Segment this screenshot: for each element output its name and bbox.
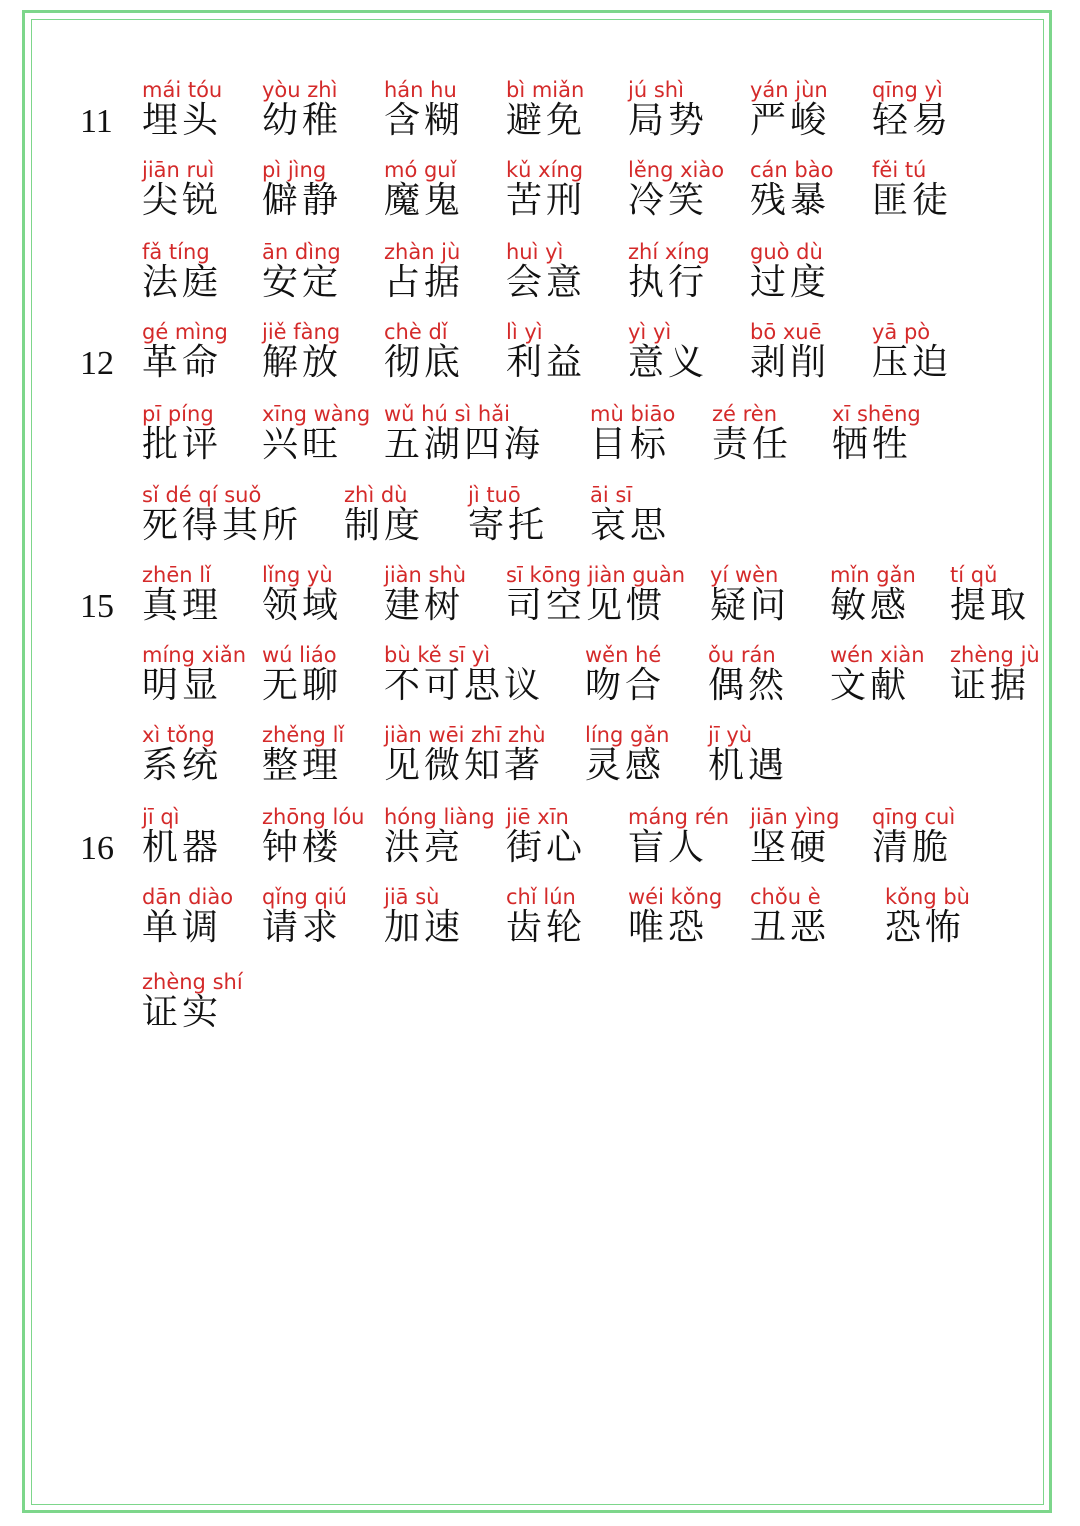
hanzi-word: 清脆 <box>872 827 953 868</box>
pinyin-label: yán jùn <box>750 78 828 102</box>
lesson-number: 16 <box>80 830 114 867</box>
hanzi-word: 疑问 <box>710 585 791 626</box>
hanzi-word: 安定 <box>262 262 343 303</box>
pinyin-label: chè dǐ <box>384 320 448 344</box>
pinyin-label: dān diào <box>142 885 234 909</box>
hanzi-word: 批评 <box>142 424 223 465</box>
hanzi-word: 街心 <box>506 827 587 868</box>
hanzi-word: 建树 <box>384 585 465 626</box>
word-row <box>0 563 1080 633</box>
pinyin-label: lǐng yù <box>262 563 333 587</box>
hanzi-word: 僻静 <box>262 180 343 221</box>
pinyin-label: chǐ lún <box>506 885 576 909</box>
hanzi-word: 局势 <box>628 100 709 141</box>
pinyin-label: qīng yì <box>872 78 943 102</box>
hanzi-word: 齿轮 <box>506 907 587 948</box>
hanzi-word: 五湖四海 <box>384 424 545 465</box>
pinyin-label: bù kě sī yì <box>384 643 491 667</box>
pinyin-label: míng xiǎn <box>142 643 247 667</box>
pinyin-label: gé mìng <box>142 320 228 344</box>
hanzi-word: 无聊 <box>262 665 343 706</box>
pinyin-label: lì yì <box>506 320 543 344</box>
hanzi-word: 含糊 <box>384 100 465 141</box>
hanzi-word: 埋头 <box>142 100 223 141</box>
hanzi-word: 彻底 <box>384 342 465 383</box>
pinyin-label: yā pò <box>872 320 931 344</box>
pinyin-label: máng rén <box>628 805 730 829</box>
hanzi-word: 意义 <box>628 342 709 383</box>
pinyin-label: chǒu è <box>750 885 821 909</box>
pinyin-label: wǔ hú sì hǎi <box>384 402 510 426</box>
pinyin-label: kǔ xíng <box>506 158 584 182</box>
hanzi-word: 剥削 <box>750 342 831 383</box>
pinyin-label: bō xuē <box>750 320 822 344</box>
pinyin-label: yòu zhì <box>262 78 338 102</box>
hanzi-word: 钟楼 <box>262 827 343 868</box>
hanzi-word: 匪徒 <box>872 180 953 221</box>
pinyin-label: jiàn wēi zhī zhù <box>384 723 546 747</box>
hanzi-word: 真理 <box>142 585 223 626</box>
pinyin-label: lěng xiào <box>628 158 725 182</box>
hanzi-word: 敏感 <box>830 585 911 626</box>
pinyin-label: mǐn gǎn <box>830 563 916 587</box>
hanzi-word: 唯恐 <box>628 907 709 948</box>
hanzi-word: 证实 <box>142 992 223 1033</box>
pinyin-label: jī yù <box>708 723 753 747</box>
pinyin-label: fǎ tíng <box>142 240 210 264</box>
hanzi-word: 避免 <box>506 100 587 141</box>
pinyin-label: cán bào <box>750 158 834 182</box>
hanzi-word: 恐怖 <box>885 907 966 948</box>
hanzi-word: 提取 <box>950 585 1031 626</box>
hanzi-word: 寄托 <box>468 505 549 546</box>
pinyin-label: xīng wàng <box>262 402 371 426</box>
hanzi-word: 责任 <box>712 424 793 465</box>
pinyin-label: yí wèn <box>710 563 779 587</box>
pinyin-label: qīng cuì <box>872 805 956 829</box>
hanzi-word: 机器 <box>142 827 223 868</box>
hanzi-word: 制度 <box>344 505 425 546</box>
pinyin-label: zhèng jù <box>950 643 1040 667</box>
word-row <box>0 320 1080 390</box>
hanzi-word: 利益 <box>506 342 587 383</box>
hanzi-word: 冷笑 <box>628 180 709 221</box>
pinyin-label: hán hu <box>384 78 457 102</box>
hanzi-word: 过度 <box>750 262 831 303</box>
pinyin-label: bì miǎn <box>506 78 585 102</box>
hanzi-word: 残暴 <box>750 180 831 221</box>
hanzi-word: 文献 <box>830 665 911 706</box>
hanzi-word: 压迫 <box>872 342 953 383</box>
word-row <box>0 805 1080 875</box>
hanzi-word: 执行 <box>628 262 709 303</box>
pinyin-label: jiě fàng <box>262 320 341 344</box>
lesson-number: 11 <box>80 103 113 140</box>
lesson-number: 12 <box>80 345 114 382</box>
hanzi-word: 轻易 <box>872 100 953 141</box>
pinyin-label: ān dìng <box>262 240 341 264</box>
pinyin-label: zhàn jù <box>384 240 461 264</box>
pinyin-label: zé rèn <box>712 402 778 426</box>
pinyin-label: wén xiàn <box>830 643 925 667</box>
pinyin-label: tí qǔ <box>950 563 998 587</box>
pinyin-label: huì yì <box>506 240 564 264</box>
hanzi-word: 法庭 <box>142 262 223 303</box>
hanzi-word: 魔鬼 <box>384 180 465 221</box>
pinyin-label: kǒng bù <box>885 885 970 909</box>
hanzi-word: 幼稚 <box>262 100 343 141</box>
hanzi-word: 司空见惯 <box>506 585 667 626</box>
hanzi-word: 苦刑 <box>506 180 587 221</box>
pinyin-label: sǐ dé qí suǒ <box>142 483 262 507</box>
pinyin-label: hóng liàng <box>384 805 495 829</box>
hanzi-word: 占据 <box>384 262 465 303</box>
pinyin-label: jī qì <box>142 805 180 829</box>
pinyin-label: wú liáo <box>262 643 337 667</box>
pinyin-label: jiān ruì <box>142 158 215 182</box>
hanzi-word: 严峻 <box>750 100 831 141</box>
pinyin-label: pì jìng <box>262 158 327 182</box>
pinyin-label: jiē xīn <box>506 805 569 829</box>
pinyin-label: xì tǒng <box>142 723 215 747</box>
pinyin-label: zhēn lǐ <box>142 563 211 587</box>
pinyin-label: zhí xíng <box>628 240 710 264</box>
pinyin-label: jiān yìng <box>750 805 840 829</box>
pinyin-label: jú shì <box>628 78 684 102</box>
hanzi-word: 盲人 <box>628 827 709 868</box>
pinyin-label: xī shēng <box>832 402 921 426</box>
pinyin-label: jiàn shù <box>384 563 467 587</box>
hanzi-word: 证据 <box>950 665 1031 706</box>
word-row <box>0 402 1080 472</box>
hanzi-word: 机遇 <box>708 745 789 786</box>
pinyin-label: jiā sù <box>384 885 440 909</box>
hanzi-word: 单调 <box>142 907 223 948</box>
hanzi-word: 解放 <box>262 342 343 383</box>
lesson-number: 15 <box>80 588 114 625</box>
hanzi-word: 革命 <box>142 342 223 383</box>
pinyin-label: jì tuō <box>468 483 521 507</box>
pinyin-label: guò dù <box>750 240 823 264</box>
hanzi-word: 灵感 <box>585 745 666 786</box>
pinyin-label: wéi kǒng <box>628 885 723 909</box>
hanzi-word: 吻合 <box>585 665 666 706</box>
pinyin-label: zhěng lǐ <box>262 723 345 747</box>
hanzi-word: 加速 <box>384 907 465 948</box>
hanzi-word: 系统 <box>142 745 223 786</box>
pinyin-label: sī kōng jiàn guàn <box>506 563 686 587</box>
hanzi-word: 见微知著 <box>384 745 545 786</box>
hanzi-word: 请求 <box>262 907 343 948</box>
hanzi-word: 不可思议 <box>384 665 545 706</box>
hanzi-word: 兴旺 <box>262 424 343 465</box>
pinyin-label: wěn hé <box>585 643 662 667</box>
word-row <box>0 970 1080 1040</box>
word-row <box>0 885 1080 955</box>
word-row <box>0 643 1080 713</box>
pinyin-label: fěi tú <box>872 158 927 182</box>
pinyin-label: pī píng <box>142 402 214 426</box>
hanzi-word: 牺牲 <box>832 424 913 465</box>
hanzi-word: 洪亮 <box>384 827 465 868</box>
hanzi-word: 死得其所 <box>142 505 303 546</box>
pinyin-label: zhèng shí <box>142 970 243 994</box>
word-row <box>0 158 1080 228</box>
pinyin-label: mó guǐ <box>384 158 457 182</box>
hanzi-word: 领域 <box>262 585 343 626</box>
hanzi-word: 会意 <box>506 262 587 303</box>
pinyin-label: mù biāo <box>590 402 676 426</box>
pinyin-label: āi sī <box>590 483 633 507</box>
hanzi-word: 明显 <box>142 665 223 706</box>
hanzi-word: 目标 <box>590 424 671 465</box>
pinyin-label: líng gǎn <box>585 723 670 747</box>
word-row <box>0 78 1080 148</box>
hanzi-word: 哀思 <box>590 505 671 546</box>
hanzi-word: 丑恶 <box>750 907 831 948</box>
word-row <box>0 723 1080 793</box>
word-row <box>0 240 1080 310</box>
hanzi-word: 偶然 <box>708 665 789 706</box>
pinyin-label: mái tóu <box>142 78 223 102</box>
pinyin-label: zhōng lóu <box>262 805 365 829</box>
hanzi-word: 尖锐 <box>142 180 223 221</box>
pinyin-label: ǒu rán <box>708 643 776 667</box>
word-row <box>0 483 1080 553</box>
pinyin-label: qǐng qiú <box>262 885 347 909</box>
pinyin-label: yì yì <box>628 320 672 344</box>
hanzi-word: 坚硬 <box>750 827 831 868</box>
hanzi-word: 整理 <box>262 745 343 786</box>
pinyin-label: zhì dù <box>344 483 408 507</box>
